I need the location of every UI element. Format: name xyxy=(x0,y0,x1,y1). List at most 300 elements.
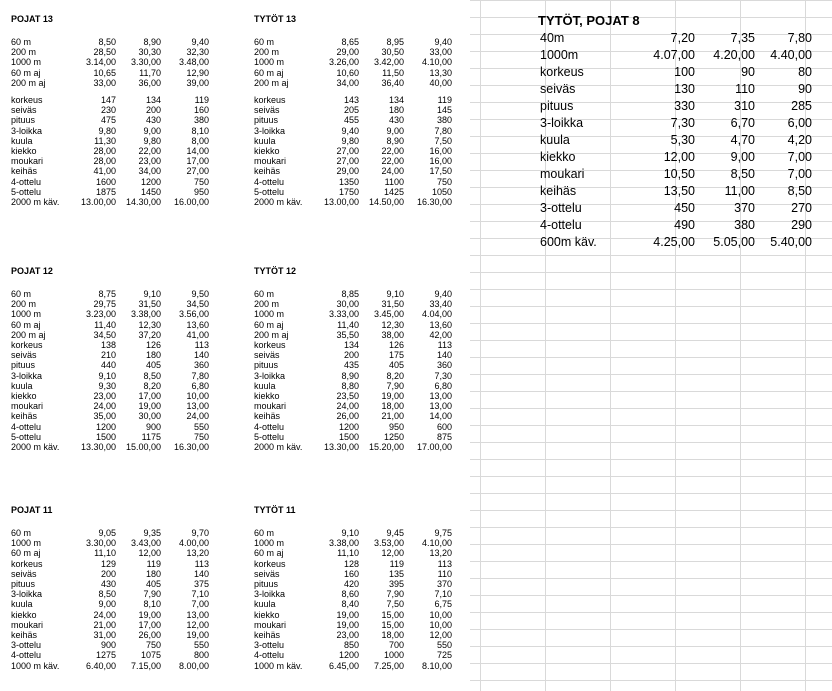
event-label: moukari xyxy=(11,619,44,630)
value-2: 1075 xyxy=(140,650,161,661)
value-2: 8,90 xyxy=(386,135,404,146)
table-row xyxy=(254,630,464,640)
value-2: 7.15,00 xyxy=(130,660,161,671)
value-3: 39,00 xyxy=(186,77,209,88)
value-3: 12,00 xyxy=(429,630,452,640)
table-row xyxy=(538,200,818,217)
event-label: 1000 m xyxy=(254,57,285,68)
value-1: 34,50 xyxy=(93,329,116,340)
event-label: seiväs xyxy=(11,568,37,579)
value-3: 380 xyxy=(193,115,209,126)
table-row xyxy=(254,47,464,57)
event-label: korkeus xyxy=(540,65,584,79)
value-3: 34,50 xyxy=(186,299,209,310)
table-row xyxy=(11,559,221,569)
table-row xyxy=(11,661,221,671)
value-3: 33,00 xyxy=(429,47,452,58)
value-2: 8,20 xyxy=(143,380,161,391)
value-1: 11,10 xyxy=(337,548,359,559)
event-label: 60 m aj xyxy=(254,67,284,78)
table-row xyxy=(11,442,221,452)
value-2: 9,35 xyxy=(143,528,161,538)
value-2: 12,30 xyxy=(381,319,404,330)
value-3: 7,30 xyxy=(434,370,452,381)
value-1: 420 xyxy=(343,579,359,589)
section-title: POJAT 12 xyxy=(11,266,53,276)
event-label: kiekko xyxy=(11,391,37,401)
value-1: 330 xyxy=(674,99,695,113)
value-2: 134 xyxy=(145,95,161,105)
value-3: 13,20 xyxy=(186,548,209,559)
event-label: kuula xyxy=(254,380,276,391)
value-3: 80 xyxy=(798,65,812,79)
value-1: 13.30,00 xyxy=(323,442,359,452)
value-1: 9,05 xyxy=(98,528,116,538)
value-1: 4.25,00 xyxy=(653,235,695,249)
table-row xyxy=(11,630,221,640)
value-2: 1250 xyxy=(383,431,404,442)
event-label: 4-ottelu xyxy=(11,176,42,187)
event-label: moukari xyxy=(254,619,287,630)
value-1: 9,30 xyxy=(98,380,116,391)
event-label: seiväs xyxy=(254,568,280,579)
event-label: kiekko xyxy=(254,609,280,620)
event-label: pituus xyxy=(254,579,279,589)
value-2: 9,10 xyxy=(143,289,161,299)
table-row xyxy=(254,360,464,370)
table-row xyxy=(254,569,464,579)
value-1: 35,00 xyxy=(93,411,116,422)
value-3: 13,00 xyxy=(429,391,452,401)
value-2: 11,00 xyxy=(724,184,755,198)
value-2: 405 xyxy=(145,579,161,589)
value-2: 19,00 xyxy=(381,391,404,401)
value-3: 1050 xyxy=(431,186,452,197)
value-3: 9,70 xyxy=(191,528,209,538)
value-1: 138 xyxy=(100,340,116,350)
value-3: 4.00,00 xyxy=(178,538,209,549)
section-title: TYTÖT 12 xyxy=(254,266,297,276)
event-label: 1000 m xyxy=(11,57,42,68)
value-3: 119 xyxy=(437,95,452,105)
table-row xyxy=(11,381,221,391)
value-1: 12,00 xyxy=(663,150,695,164)
table-row xyxy=(538,217,818,234)
value-1: 8,50 xyxy=(98,37,116,47)
table-row xyxy=(254,610,464,620)
event-label: kuula xyxy=(11,135,33,146)
event-label: pituus xyxy=(11,115,36,126)
value-3: 8,00 xyxy=(191,135,209,146)
section-title: POJAT 11 xyxy=(11,505,53,515)
event-label: kiekko xyxy=(254,146,280,156)
value-2: 180 xyxy=(388,105,404,116)
value-3: 14,00 xyxy=(429,411,452,422)
value-2: 18,00 xyxy=(381,630,404,640)
event-label: 2000 m käv. xyxy=(254,197,303,207)
value-1: 1350 xyxy=(338,176,359,187)
value-3: 550 xyxy=(436,640,452,651)
value-1: 130 xyxy=(674,82,695,96)
value-2: 14.30,00 xyxy=(125,197,161,207)
value-2: 6,70 xyxy=(730,116,755,130)
value-3: 13,00 xyxy=(186,401,209,412)
value-1: 29,75 xyxy=(93,299,116,310)
value-2: 15.20,00 xyxy=(368,442,404,452)
value-1: 4.07,00 xyxy=(653,48,695,62)
value-1: 8,40 xyxy=(341,599,359,610)
value-1: 13.00,00 xyxy=(80,197,116,207)
event-label: 5-ottelu xyxy=(11,431,42,442)
value-3: 6,80 xyxy=(191,380,209,391)
value-1: 8,90 xyxy=(341,370,359,381)
value-1: 210 xyxy=(100,350,116,361)
value-1: 30,00 xyxy=(336,299,359,310)
value-2: 7,35 xyxy=(730,31,755,45)
event-label: 3-loikka xyxy=(254,370,286,381)
value-3: 17.00,00 xyxy=(416,442,452,452)
value-3: 42,00 xyxy=(429,329,452,340)
section-title: POJAT 13 xyxy=(11,14,53,24)
value-2: 90 xyxy=(741,65,755,79)
table-row xyxy=(254,289,464,299)
table-row xyxy=(254,177,464,187)
table-row xyxy=(254,350,464,360)
event-label: 600m käv. xyxy=(540,235,597,249)
table-tytot-pojat-8 xyxy=(538,12,818,251)
value-2: 1100 xyxy=(384,176,404,187)
event-label: seiväs xyxy=(540,82,576,96)
value-2: 24,00 xyxy=(381,166,404,177)
value-1: 9,80 xyxy=(98,125,116,136)
table-row xyxy=(11,569,221,579)
event-label: 60 m aj xyxy=(11,548,41,559)
value-3: 9,40 xyxy=(191,37,209,47)
value-3: 17,00 xyxy=(186,156,209,167)
event-label: 3-loikka xyxy=(11,125,43,136)
event-label: keihäs xyxy=(11,411,38,422)
table-row xyxy=(11,371,221,381)
table-row xyxy=(11,320,221,330)
value-2: 134 xyxy=(388,95,404,105)
value-2: 12,00 xyxy=(381,548,404,559)
value-1: 28,50 xyxy=(93,47,116,58)
table-row xyxy=(11,360,221,370)
value-2: 180 xyxy=(145,568,161,579)
event-label: korkeus xyxy=(254,95,286,105)
table-row xyxy=(254,95,464,105)
event-label: 2000 m käv. xyxy=(254,442,303,452)
value-2: 3.42,00 xyxy=(373,57,404,68)
table-row xyxy=(11,95,221,105)
value-3: 4.10,00 xyxy=(421,57,452,68)
event-label: kiekko xyxy=(11,609,37,620)
value-2: 11,70 xyxy=(139,67,161,78)
value-1: 3.14,00 xyxy=(85,57,116,68)
value-1: 205 xyxy=(343,105,359,116)
table-row xyxy=(254,401,464,411)
value-2: 12,30 xyxy=(138,319,161,330)
value-1: 9,40 xyxy=(341,125,359,136)
table-row xyxy=(11,538,221,548)
value-3: 360 xyxy=(193,360,209,371)
value-1: 7,30 xyxy=(670,116,695,130)
value-1: 11,40 xyxy=(94,319,116,330)
event-label: 60 m xyxy=(11,37,32,47)
value-2: 126 xyxy=(388,340,404,350)
table-row xyxy=(254,548,464,558)
event-label: pituus xyxy=(254,115,279,126)
value-2: 405 xyxy=(145,360,161,371)
table-row xyxy=(11,115,221,125)
value-3: 3.48,00 xyxy=(178,57,209,68)
table-row xyxy=(538,81,818,98)
table-row xyxy=(11,579,221,589)
value-2: 15.00,00 xyxy=(125,442,161,452)
event-label: 60 m aj xyxy=(11,319,41,330)
event-label: 200 m xyxy=(254,299,280,310)
value-1: 435 xyxy=(343,360,359,371)
table-row xyxy=(254,126,464,136)
value-2: 110 xyxy=(735,82,755,96)
value-2: 31,50 xyxy=(138,299,161,310)
value-3: 10,00 xyxy=(186,391,209,401)
value-3: 370 xyxy=(436,579,452,589)
value-2: 38,00 xyxy=(381,329,404,340)
value-3: 119 xyxy=(194,95,209,105)
value-1: 100 xyxy=(674,65,695,79)
table-row xyxy=(254,599,464,609)
table-row xyxy=(254,650,464,660)
value-3: 110 xyxy=(437,568,452,579)
event-label: 4-ottelu xyxy=(11,650,42,661)
value-1: 134 xyxy=(343,340,359,350)
table-row xyxy=(11,289,221,299)
event-label: kuula xyxy=(11,380,33,391)
value-2: 119 xyxy=(389,558,404,569)
table-row xyxy=(254,330,464,340)
value-2: 3.43,00 xyxy=(130,538,161,549)
value-1: 24,00 xyxy=(93,609,116,620)
value-1: 430 xyxy=(100,579,116,589)
table-row xyxy=(11,640,221,650)
value-3: 113 xyxy=(194,340,209,350)
event-label: 5-ottelu xyxy=(11,186,42,197)
value-3: 5.40,00 xyxy=(770,235,812,249)
value-1: 1275 xyxy=(95,650,116,661)
event-label: 2000 m käv. xyxy=(11,442,60,452)
value-1: 13,50 xyxy=(663,184,695,198)
table-row xyxy=(254,432,464,442)
table-row xyxy=(538,149,818,166)
value-3: 6,75 xyxy=(434,599,452,610)
value-1: 23,00 xyxy=(93,391,116,401)
value-3: 33,40 xyxy=(429,299,452,310)
event-label: 60 m xyxy=(11,289,32,299)
value-2: 750 xyxy=(145,640,161,651)
value-2: 17,00 xyxy=(138,391,161,401)
value-1: 455 xyxy=(343,115,359,126)
table-row xyxy=(254,68,464,78)
table-row xyxy=(538,115,818,132)
event-label: 3-ottelu xyxy=(11,640,42,651)
value-1: 900 xyxy=(100,640,116,651)
event-label: 5-ottelu xyxy=(254,186,285,197)
value-3: 800 xyxy=(193,650,209,661)
value-1: 475 xyxy=(100,115,116,126)
event-label: korkeus xyxy=(254,558,286,569)
table-row xyxy=(11,350,221,360)
value-1: 3.26,00 xyxy=(328,57,359,68)
table-row xyxy=(11,650,221,660)
table-row xyxy=(11,299,221,309)
event-label: 200 m aj xyxy=(254,329,289,340)
value-3: 27,00 xyxy=(186,166,209,177)
event-label: 60 m xyxy=(11,528,32,538)
table-row xyxy=(254,187,464,197)
table-row xyxy=(538,98,818,115)
value-2: 9,10 xyxy=(386,289,404,299)
table-row xyxy=(254,640,464,650)
value-1: 27,00 xyxy=(336,146,359,156)
value-1: 230 xyxy=(100,105,116,116)
value-3: 550 xyxy=(193,421,209,432)
value-1: 11,30 xyxy=(94,135,116,146)
event-label: kuula xyxy=(540,133,570,147)
table-row xyxy=(538,166,818,183)
value-2: 700 xyxy=(388,640,404,651)
value-3: 113 xyxy=(437,340,452,350)
value-2: 30,00 xyxy=(138,411,161,422)
value-3: 360 xyxy=(436,360,452,371)
value-2: 36,40 xyxy=(381,77,404,88)
value-2: 23,00 xyxy=(138,156,161,167)
value-1: 23,00 xyxy=(336,630,359,640)
table-row xyxy=(254,320,464,330)
value-1: 24,00 xyxy=(336,401,359,412)
value-2: 15,00 xyxy=(381,609,404,620)
value-2: 7,90 xyxy=(386,380,404,391)
value-2: 950 xyxy=(388,421,404,432)
table-row xyxy=(11,432,221,442)
value-1: 13.30,00 xyxy=(80,442,116,452)
event-label: 200 m xyxy=(11,299,37,310)
table-row xyxy=(11,78,221,88)
event-label: keihäs xyxy=(11,630,38,640)
event-label: seiväs xyxy=(254,350,280,361)
table-row xyxy=(254,661,464,671)
table-row xyxy=(538,47,818,64)
value-3: 875 xyxy=(436,431,452,442)
value-2: 22,00 xyxy=(381,156,404,167)
value-1: 11,40 xyxy=(337,319,359,330)
event-label: 60 m xyxy=(254,37,275,47)
event-label: seiväs xyxy=(11,350,37,361)
value-1: 29,00 xyxy=(336,47,359,58)
value-2: 3.38,00 xyxy=(130,309,161,320)
value-2: 37,20 xyxy=(138,329,161,340)
table-row xyxy=(254,371,464,381)
table-row xyxy=(254,538,464,548)
table-row xyxy=(11,37,221,47)
table-row xyxy=(254,78,464,88)
value-3: 8,50 xyxy=(787,184,812,198)
value-3: 12,00 xyxy=(186,619,209,630)
value-3: 17,50 xyxy=(429,166,452,177)
value-2: 370 xyxy=(734,201,755,215)
value-1: 129 xyxy=(100,558,116,569)
value-3: 7,00 xyxy=(787,150,812,164)
value-2: 8,10 xyxy=(143,599,161,610)
table-row xyxy=(254,528,464,538)
table-row xyxy=(538,30,818,47)
value-3: 7,00 xyxy=(191,599,209,610)
event-label: 200 m aj xyxy=(11,329,46,340)
table-row xyxy=(11,548,221,558)
table-row xyxy=(11,528,221,538)
event-label: 3-ottelu xyxy=(540,201,582,215)
value-2: 17,00 xyxy=(138,619,161,630)
value-2: 9,00 xyxy=(730,150,755,164)
value-3: 6,80 xyxy=(434,380,452,391)
value-1: 6.45,00 xyxy=(328,660,359,671)
value-2: 8,50 xyxy=(730,167,755,181)
value-3: 140 xyxy=(193,568,209,579)
value-1: 450 xyxy=(674,201,695,215)
value-2: 21,00 xyxy=(381,411,404,422)
table-row xyxy=(254,620,464,630)
table-row xyxy=(254,391,464,401)
value-3: 270 xyxy=(791,201,812,215)
table-row xyxy=(11,146,221,156)
value-3: 9,40 xyxy=(434,289,452,299)
event-label: moukari xyxy=(254,156,287,167)
event-label: moukari xyxy=(254,401,287,412)
event-label: korkeus xyxy=(11,558,43,569)
value-3: 7,80 xyxy=(787,31,812,45)
value-1: 13.00,00 xyxy=(323,197,359,207)
table-row xyxy=(11,401,221,411)
value-2: 1000 xyxy=(383,650,404,661)
table-row xyxy=(11,47,221,57)
value-1: 34,00 xyxy=(336,77,359,88)
value-3: 290 xyxy=(791,218,812,232)
value-2: 18,00 xyxy=(381,401,404,412)
value-3: 8,10 xyxy=(191,125,209,136)
value-1: 3.33,00 xyxy=(328,309,359,320)
event-label: kuula xyxy=(254,599,276,610)
value-1: 28,00 xyxy=(93,146,116,156)
event-label: moukari xyxy=(11,156,44,167)
section-title: TYTÖT 11 xyxy=(254,505,296,515)
value-1: 9,10 xyxy=(341,528,359,538)
value-3: 375 xyxy=(193,579,209,589)
value-3: 41,00 xyxy=(186,329,209,340)
event-label: 1000 m xyxy=(254,309,285,320)
value-3: 140 xyxy=(193,350,209,361)
event-label: 3-loikka xyxy=(540,116,584,130)
value-1: 8,50 xyxy=(98,589,116,600)
event-label: 200 m aj xyxy=(11,77,46,88)
table-row xyxy=(254,422,464,432)
value-3: 380 xyxy=(436,115,452,126)
value-3: 160 xyxy=(193,105,209,116)
event-label: keihäs xyxy=(254,166,281,177)
value-2: 430 xyxy=(388,115,404,126)
value-3: 6,00 xyxy=(787,116,812,130)
value-1: 24,00 xyxy=(93,401,116,412)
table-row xyxy=(11,136,221,146)
